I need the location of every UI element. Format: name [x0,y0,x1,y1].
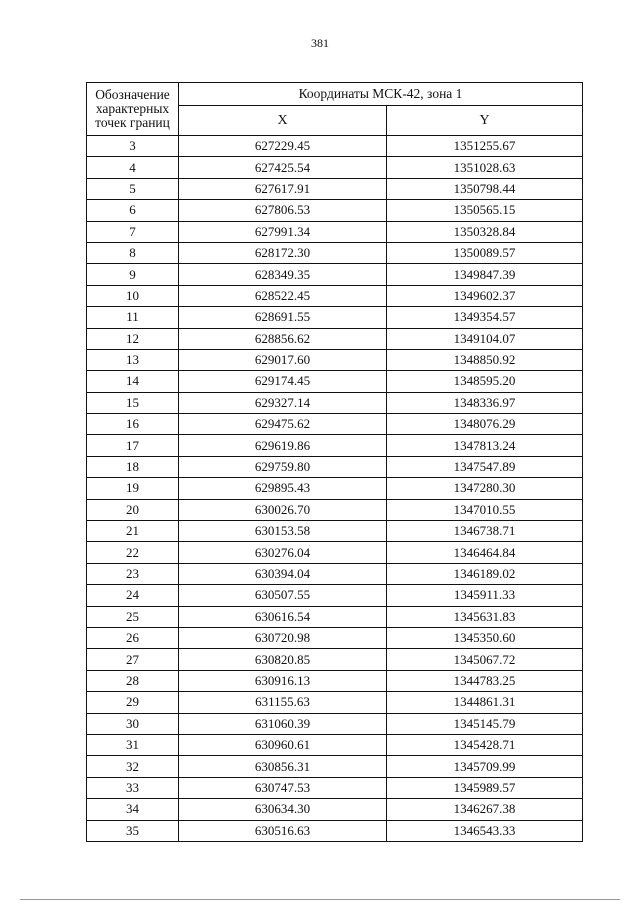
y-coordinate-cell: 1345709.99 [387,756,583,777]
point-cell: 27 [87,649,179,670]
table-row [87,820,583,841]
table-row [87,414,583,435]
point-cell: 25 [87,606,179,627]
table-row [87,392,583,413]
table-row [87,371,583,392]
table-row [87,606,583,627]
point-cell: 29 [87,692,179,713]
y-coordinate-cell: 1348850.92 [387,349,583,370]
table-row [87,734,583,755]
point-cell: 14 [87,371,179,392]
point-header-line-1: Обозначение [95,87,170,102]
point-cell: 10 [87,285,179,306]
scan-bottom-edge [20,899,620,900]
y-coordinate-cell: 1349602.37 [387,285,583,306]
x-coordinate-cell: 630516.63 [179,820,387,841]
y-coordinate-cell: 1345911.33 [387,585,583,606]
point-header-line-3: точек границ [95,115,170,130]
table-row [87,307,583,328]
table-row [87,264,583,285]
y-coordinate-cell: 1350328.84 [387,221,583,242]
x-coordinate-cell: 630856.31 [179,756,387,777]
point-cell: 22 [87,542,179,563]
point-column-header [87,83,179,136]
point-cell: 8 [87,242,179,263]
point-cell: 18 [87,456,179,477]
y-coordinate-cell: 1345067.72 [387,649,583,670]
table-row [87,563,583,584]
table-row [87,756,583,777]
y-coordinate-cell: 1350089.57 [387,242,583,263]
table-row [87,242,583,263]
y-coordinate-cell: 1345428.71 [387,734,583,755]
point-cell: 6 [87,200,179,221]
point-cell: 35 [87,820,179,841]
table-row [87,670,583,691]
point-cell: 26 [87,627,179,648]
x-coordinate-cell: 627991.34 [179,221,387,242]
y-coordinate-cell: 1350798.44 [387,178,583,199]
x-coordinate-cell: 630820.85 [179,649,387,670]
y-coordinate-cell: 1345350.60 [387,627,583,648]
x-coordinate-cell: 630394.04 [179,563,387,584]
table-row [87,221,583,242]
point-cell: 16 [87,414,179,435]
table-row [87,178,583,199]
table-row [87,627,583,648]
x-coordinate-cell: 628349.35 [179,264,387,285]
table-row [87,157,583,178]
point-cell: 17 [87,435,179,456]
table-row [87,521,583,542]
x-coordinate-cell: 630747.53 [179,777,387,798]
x-coordinate-cell: 627425.54 [179,157,387,178]
point-cell: 20 [87,499,179,520]
x-coordinate-cell: 630507.55 [179,585,387,606]
point-cell: 33 [87,777,179,798]
point-cell: 3 [87,136,179,157]
y-coordinate-cell: 1348076.29 [387,414,583,435]
table-row [87,478,583,499]
x-coordinate-cell: 629475.62 [179,414,387,435]
table-row [87,799,583,820]
point-cell: 23 [87,563,179,584]
table-row [87,713,583,734]
x-coordinate-cell: 630026.70 [179,499,387,520]
x-coordinate-cell: 631155.63 [179,692,387,713]
y-column-header: Y [387,106,583,136]
table-row [87,649,583,670]
point-cell: 9 [87,264,179,285]
table-row [87,585,583,606]
point-cell: 12 [87,328,179,349]
x-coordinate-cell: 629759.80 [179,456,387,477]
table-row [87,692,583,713]
x-coordinate-cell: 628172.30 [179,242,387,263]
y-coordinate-cell: 1349354.57 [387,307,583,328]
x-coordinate-cell: 629895.43 [179,478,387,499]
point-cell: 34 [87,799,179,820]
table-row [87,777,583,798]
coordinates-table [86,82,583,842]
table-row [87,200,583,221]
x-coordinate-cell: 630276.04 [179,542,387,563]
y-coordinate-cell: 1348336.97 [387,392,583,413]
table-row [87,136,583,157]
y-coordinate-cell: 1346267.38 [387,799,583,820]
point-cell: 30 [87,713,179,734]
y-coordinate-cell: 1347010.55 [387,499,583,520]
y-coordinate-cell: 1346464.84 [387,542,583,563]
point-cell: 15 [87,392,179,413]
point-cell: 28 [87,670,179,691]
point-cell: 11 [87,307,179,328]
x-coordinate-cell: 629327.14 [179,392,387,413]
y-coordinate-cell: 1346738.71 [387,521,583,542]
y-coordinate-cell: 1347280.30 [387,478,583,499]
y-coordinate-cell: 1349104.07 [387,328,583,349]
x-coordinate-cell: 630616.54 [179,606,387,627]
point-header-line-2: характерных [95,101,170,116]
point-cell: 13 [87,349,179,370]
table-row [87,456,583,477]
x-coordinate-cell: 627617.91 [179,178,387,199]
x-coordinate-cell: 627806.53 [179,200,387,221]
table-row [87,328,583,349]
y-coordinate-cell: 1347547.89 [387,456,583,477]
table-row [87,285,583,306]
x-coordinate-cell: 630960.61 [179,734,387,755]
y-coordinate-cell: 1351028.63 [387,157,583,178]
x-coordinate-cell: 631060.39 [179,713,387,734]
y-coordinate-cell: 1347813.24 [387,435,583,456]
table-row [87,542,583,563]
x-coordinate-cell: 628522.45 [179,285,387,306]
point-cell: 21 [87,521,179,542]
page-number: 381 [311,36,329,50]
x-coordinate-cell: 630153.58 [179,521,387,542]
table-body [87,136,583,842]
x-coordinate-cell: 629174.45 [179,371,387,392]
x-coordinate-cell: 628691.55 [179,307,387,328]
y-coordinate-cell: 1346543.33 [387,820,583,841]
x-coordinate-cell: 627229.45 [179,136,387,157]
x-column-header: X [179,106,387,136]
y-coordinate-cell: 1345631.83 [387,606,583,627]
point-cell: 19 [87,478,179,499]
y-coordinate-cell: 1344783.25 [387,670,583,691]
table-header [87,83,583,136]
x-coordinate-cell: 630634.30 [179,799,387,820]
header-row-top [87,83,583,106]
coords-system-header: Координаты МСК-42, зона 1 [179,83,583,106]
point-cell: 5 [87,178,179,199]
y-coordinate-cell: 1345145.79 [387,713,583,734]
y-coordinate-cell: 1345989.57 [387,777,583,798]
table-row [87,349,583,370]
y-coordinate-cell: 1350565.15 [387,200,583,221]
table-row [87,435,583,456]
y-coordinate-cell: 1346189.02 [387,563,583,584]
point-cell: 4 [87,157,179,178]
x-coordinate-cell: 630916.13 [179,670,387,691]
x-coordinate-cell: 629619.86 [179,435,387,456]
point-cell: 31 [87,734,179,755]
y-coordinate-cell: 1348595.20 [387,371,583,392]
point-cell: 24 [87,585,179,606]
x-coordinate-cell: 628856.62 [179,328,387,349]
x-coordinate-cell: 630720.98 [179,627,387,648]
y-coordinate-cell: 1351255.67 [387,136,583,157]
table-row [87,499,583,520]
y-coordinate-cell: 1344861.31 [387,692,583,713]
x-coordinate-cell: 629017.60 [179,349,387,370]
point-cell: 32 [87,756,179,777]
point-cell: 7 [87,221,179,242]
y-coordinate-cell: 1349847.39 [387,264,583,285]
